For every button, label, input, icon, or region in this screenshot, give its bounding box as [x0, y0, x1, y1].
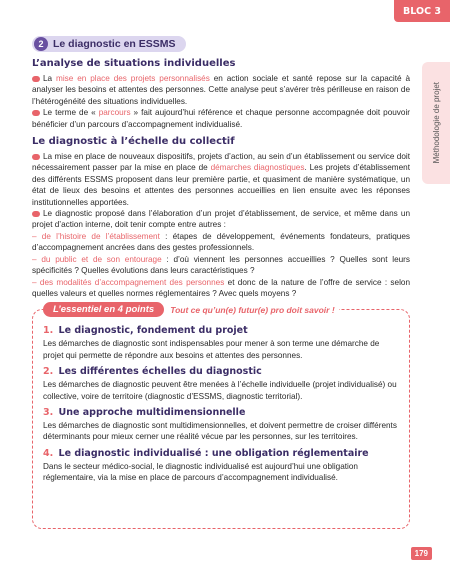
section-banner — [32, 36, 186, 52]
essential-title: 4. Le diagnostic individualisé : une obligation réglementaire — [43, 447, 369, 459]
essential-text: Dans le secteur médico-social, le diagnostic individualisé est aujourd’hui une obligation réglementaire, via la mise en place de parcours d’accompagnement individualisé. — [43, 461, 358, 483]
dash-item: – de l’histoire de l’établissement : étapes de développement, événements fondateurs, pratiques d’accompagnement ancrées dans des gestes professionnels. — [32, 231, 410, 253]
bloc-tab: BLOC 3 — [394, 0, 450, 22]
bullet-icon — [32, 154, 40, 160]
section-title: Le diagnostic en ESSMS — [53, 38, 176, 50]
essential-text: Les démarches de diagnostic sont indispensables pour mener à son terme une démarche de projet qui permette de répondre aux besoins et attentes des personnes. — [43, 339, 380, 360]
dash-item: – des modalités d’accompagnement des personnes et donc de la nature de l’offre de service : selon quelles valeurs et quelles normes réglementaires ? Avec quels moyens ? — [32, 277, 410, 298]
paragraph: La mise en place de nouveaux dispositifs, projets d’action, au sein d’un établissement ou service doit nécessairement passer par la mise en place de démarches diagnostiques. Les projets d’établissement des différents ESSMS proposent dans leur première partie, et quasiment de manière systématique, un état de lieux des besoins et attentes des personnes accueillies en lien ensuite avec les réponses institutionnelles apportées. — [32, 152, 410, 207]
section-number: 2 — [34, 37, 48, 51]
bullet-icon — [32, 110, 40, 116]
dash-item: – du public et de son entourage : d’où viennent les personnes accueillies ? Quelles sont leurs spécificités ? Quelles évolutions dans leurs caractéristiques ? — [32, 254, 410, 276]
paragraph: La mise en place des projets personnalisés en action sociale et santé repose sur la capacité à analyser les besoins et attentes des personnes. Cette analyse peut s’avérer très périlleuse en raison de l’hétérogénéité des situations individuelles. — [32, 74, 410, 106]
essentials-tagline: Tout ce qu’un(e) futur(e) pro doit savoir ! — [170, 304, 335, 315]
subheading-individual: L’analyse de situations individuelles — [32, 58, 236, 69]
essential-title: 1. Le diagnostic, fondement du projet — [43, 325, 248, 337]
essentials-header — [43, 302, 339, 317]
page-number: 179 — [411, 547, 432, 560]
essential-text: Les démarches de diagnostic peuvent être menées à l’échelle individuelle (projet individualisé) ou collective, voire de territoire (diagnostic d’ESSMS, diagnostic territorial). — [43, 380, 397, 401]
side-tab-label: Méthodologie de projet — [431, 82, 441, 164]
bullet-icon — [32, 76, 40, 82]
essential-title: 2. Les différentes échelles du diagnostic — [43, 366, 262, 378]
essentials-pill: L’essentiel en 4 points — [43, 302, 164, 317]
essential-text: Les démarches de diagnostic sont multidimensionnelles, et doivent permettre de croiser différents déterminants pour mieux cerner une réalité vécue par les personnes, sur les territoires. — [43, 420, 397, 442]
paragraph: Le diagnostic proposé dans l’élaboration d’un projet d’établissement, de service, et même dans un projet d’action interne, doit tenir compte entre autres : — [32, 209, 410, 230]
essential-title: 3. Une approche multidimensionnelle — [43, 406, 246, 418]
subheading-collective: Le diagnostic à l’échelle du collectif — [32, 136, 235, 148]
paragraph: Le terme de « parcours » fait aujourd’hui référence et chaque personne accompagnée doit pouvoir bénéficier d’un parcours d’accompagnement individualisé. — [32, 108, 410, 129]
essentials-box — [32, 304, 410, 529]
side-tab — [422, 62, 450, 184]
main-content — [32, 34, 410, 529]
bullet-icon — [32, 211, 40, 217]
